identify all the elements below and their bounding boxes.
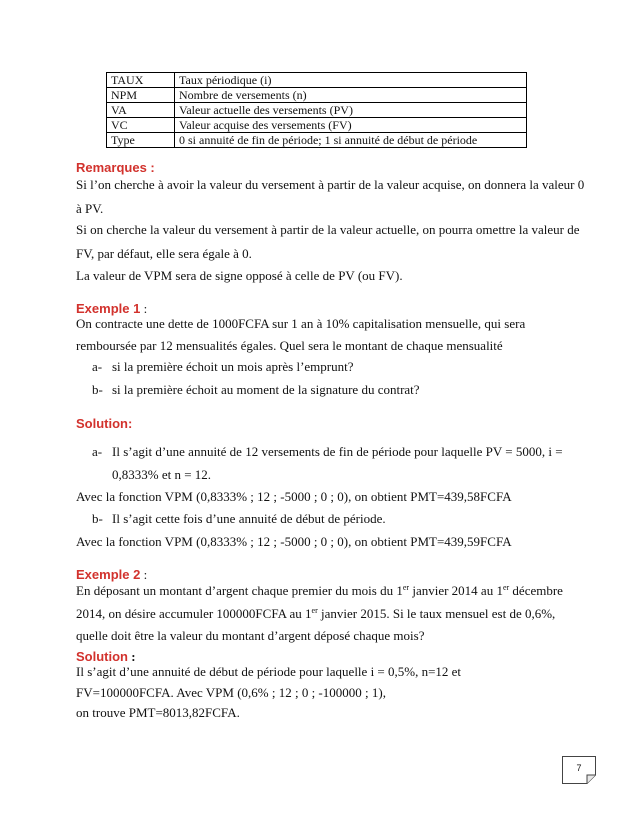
remarques-line-5: La valeur de VPM sera de signe opposé à celle de PV (ou FV). (76, 268, 403, 283)
solution2-line-1: Il s’agit d’une annuité de début de période pour laquelle i = 0,5%, n=12 et (76, 664, 462, 679)
table-key-cell: TAUX (107, 73, 175, 88)
remarques-line-1: Si l’on cherche à avoir la valeur du versement à partir de la valeur acquise, on donnera la valeur 0 (76, 177, 585, 192)
exemple1-line-2: remboursée par 12 mensualités égales. Quel sera le montant de chaque mensualité (76, 338, 503, 353)
remarques-heading: Remarques : (76, 160, 155, 175)
page-number-box (562, 756, 596, 784)
exemple1-item-a: si la première échoit un mois après l’emprunt? (112, 359, 354, 374)
exemple2-title: Exemple 2 (76, 567, 141, 582)
exemple2-sup-1: er (402, 583, 410, 592)
solution1-a-marker: a- (92, 444, 103, 459)
exemple2-line-1-part-c: décembre (509, 583, 563, 598)
table-key-cell: VA (107, 103, 175, 118)
remarques-line-4: FV, par défaut, elle sera égale à 0. (76, 246, 252, 261)
exemple1-item-b-marker: b- (92, 382, 103, 397)
exemple2-line-1-part-a: En déposant un montant d’argent chaque premier du mois du 1 (76, 583, 403, 598)
page-number: 7 (576, 763, 582, 773)
solution2-heading (76, 649, 136, 665)
exemple2-line-1-part-b: janvier 2014 au 1 (409, 583, 503, 598)
solution1-b-marker: b- (92, 511, 103, 526)
table-row (107, 103, 527, 118)
solution2-title: Solution (76, 649, 128, 664)
table-desc-cell: Nombre de versements (n) (175, 88, 527, 103)
exemple1-line-1: On contracte une dette de 1000FCFA sur 1 an à 10% capitalisation mensuelle, qui sera (76, 316, 526, 331)
exemple2-line-2-part-a: 2014, on désire accumuler 100000FCFA au 1 (76, 606, 312, 621)
exemple2-line-1 (76, 583, 563, 599)
table-desc-cell: Taux périodique (i) (175, 73, 527, 88)
solution1-a-line-1: Il s’agit d’une annuité de 12 versements de fin de période pour laquelle PV = 5000, i = (112, 444, 563, 459)
exemple2-line-2 (76, 606, 555, 622)
table-key-cell: VC (107, 118, 175, 133)
exemple2-sup-3: er (311, 606, 318, 615)
solution1-b-text: Il s’agit cette fois d’une annuité de début de période. (112, 511, 386, 526)
exemple1-title: Exemple 1 (76, 301, 141, 316)
table-key-cell: NPM (107, 88, 175, 103)
table-desc-cell: Valeur acquise des versements (FV) (175, 118, 527, 133)
solution1-a-line-2: 0,8333% et n = 12. (112, 467, 212, 482)
solution1-result-b: Avec la fonction VPM (0,8333% ; 12 ; -5000 ; 0 ; 0), on obtient PMT=439,59FCFA (76, 534, 512, 549)
exemple1-title-suffix: : (140, 301, 148, 316)
exemple2-line-3: quelle doit être la valeur du montant d’argent déposé chaque mois? (76, 628, 425, 643)
exemple2-line-2-part-b: janvier 2015. Si le taux mensuel est de 0,6%, (317, 606, 556, 621)
table-row (107, 133, 527, 148)
table-key-cell: Type (107, 133, 175, 148)
remarques-line-2: à PV. (76, 201, 104, 216)
exemple1-item-a-marker: a- (92, 359, 103, 374)
solution2-line-2: FV=100000FCFA. Avec VPM (0,6% ; 12 ; 0 ; -100000 ; 1), (76, 685, 386, 700)
solution1-heading: Solution: (76, 416, 133, 431)
table-row (107, 73, 527, 88)
exemple1-heading (76, 301, 147, 317)
solution2-line-3: on trouve PMT=8013,82FCFA. (76, 705, 240, 720)
table-desc-cell: Valeur actuelle des versements (PV) (175, 103, 527, 118)
solution2-title-suffix: : (128, 649, 136, 664)
exemple2-title-suffix: : (140, 567, 148, 582)
exemple2-sup-2: er (502, 583, 510, 592)
exemple1-item-b: si la première échoit au moment de la signature du contrat? (112, 382, 420, 397)
solution1-result-a: Avec la fonction VPM (0,8333% ; 12 ; -5000 ; 0 ; 0), on obtient PMT=439,58FCFA (76, 489, 512, 504)
remarques-line-3: Si on cherche la valeur du versement à partir de la valeur actuelle, on pourra omettre la valeur de (76, 222, 580, 237)
table-row (107, 118, 527, 133)
table-desc-cell: 0 si annuité de fin de période; 1 si annuité de début de période (175, 133, 527, 148)
exemple2-heading (76, 567, 147, 583)
table-row (107, 88, 527, 103)
definitions-table (106, 72, 527, 148)
